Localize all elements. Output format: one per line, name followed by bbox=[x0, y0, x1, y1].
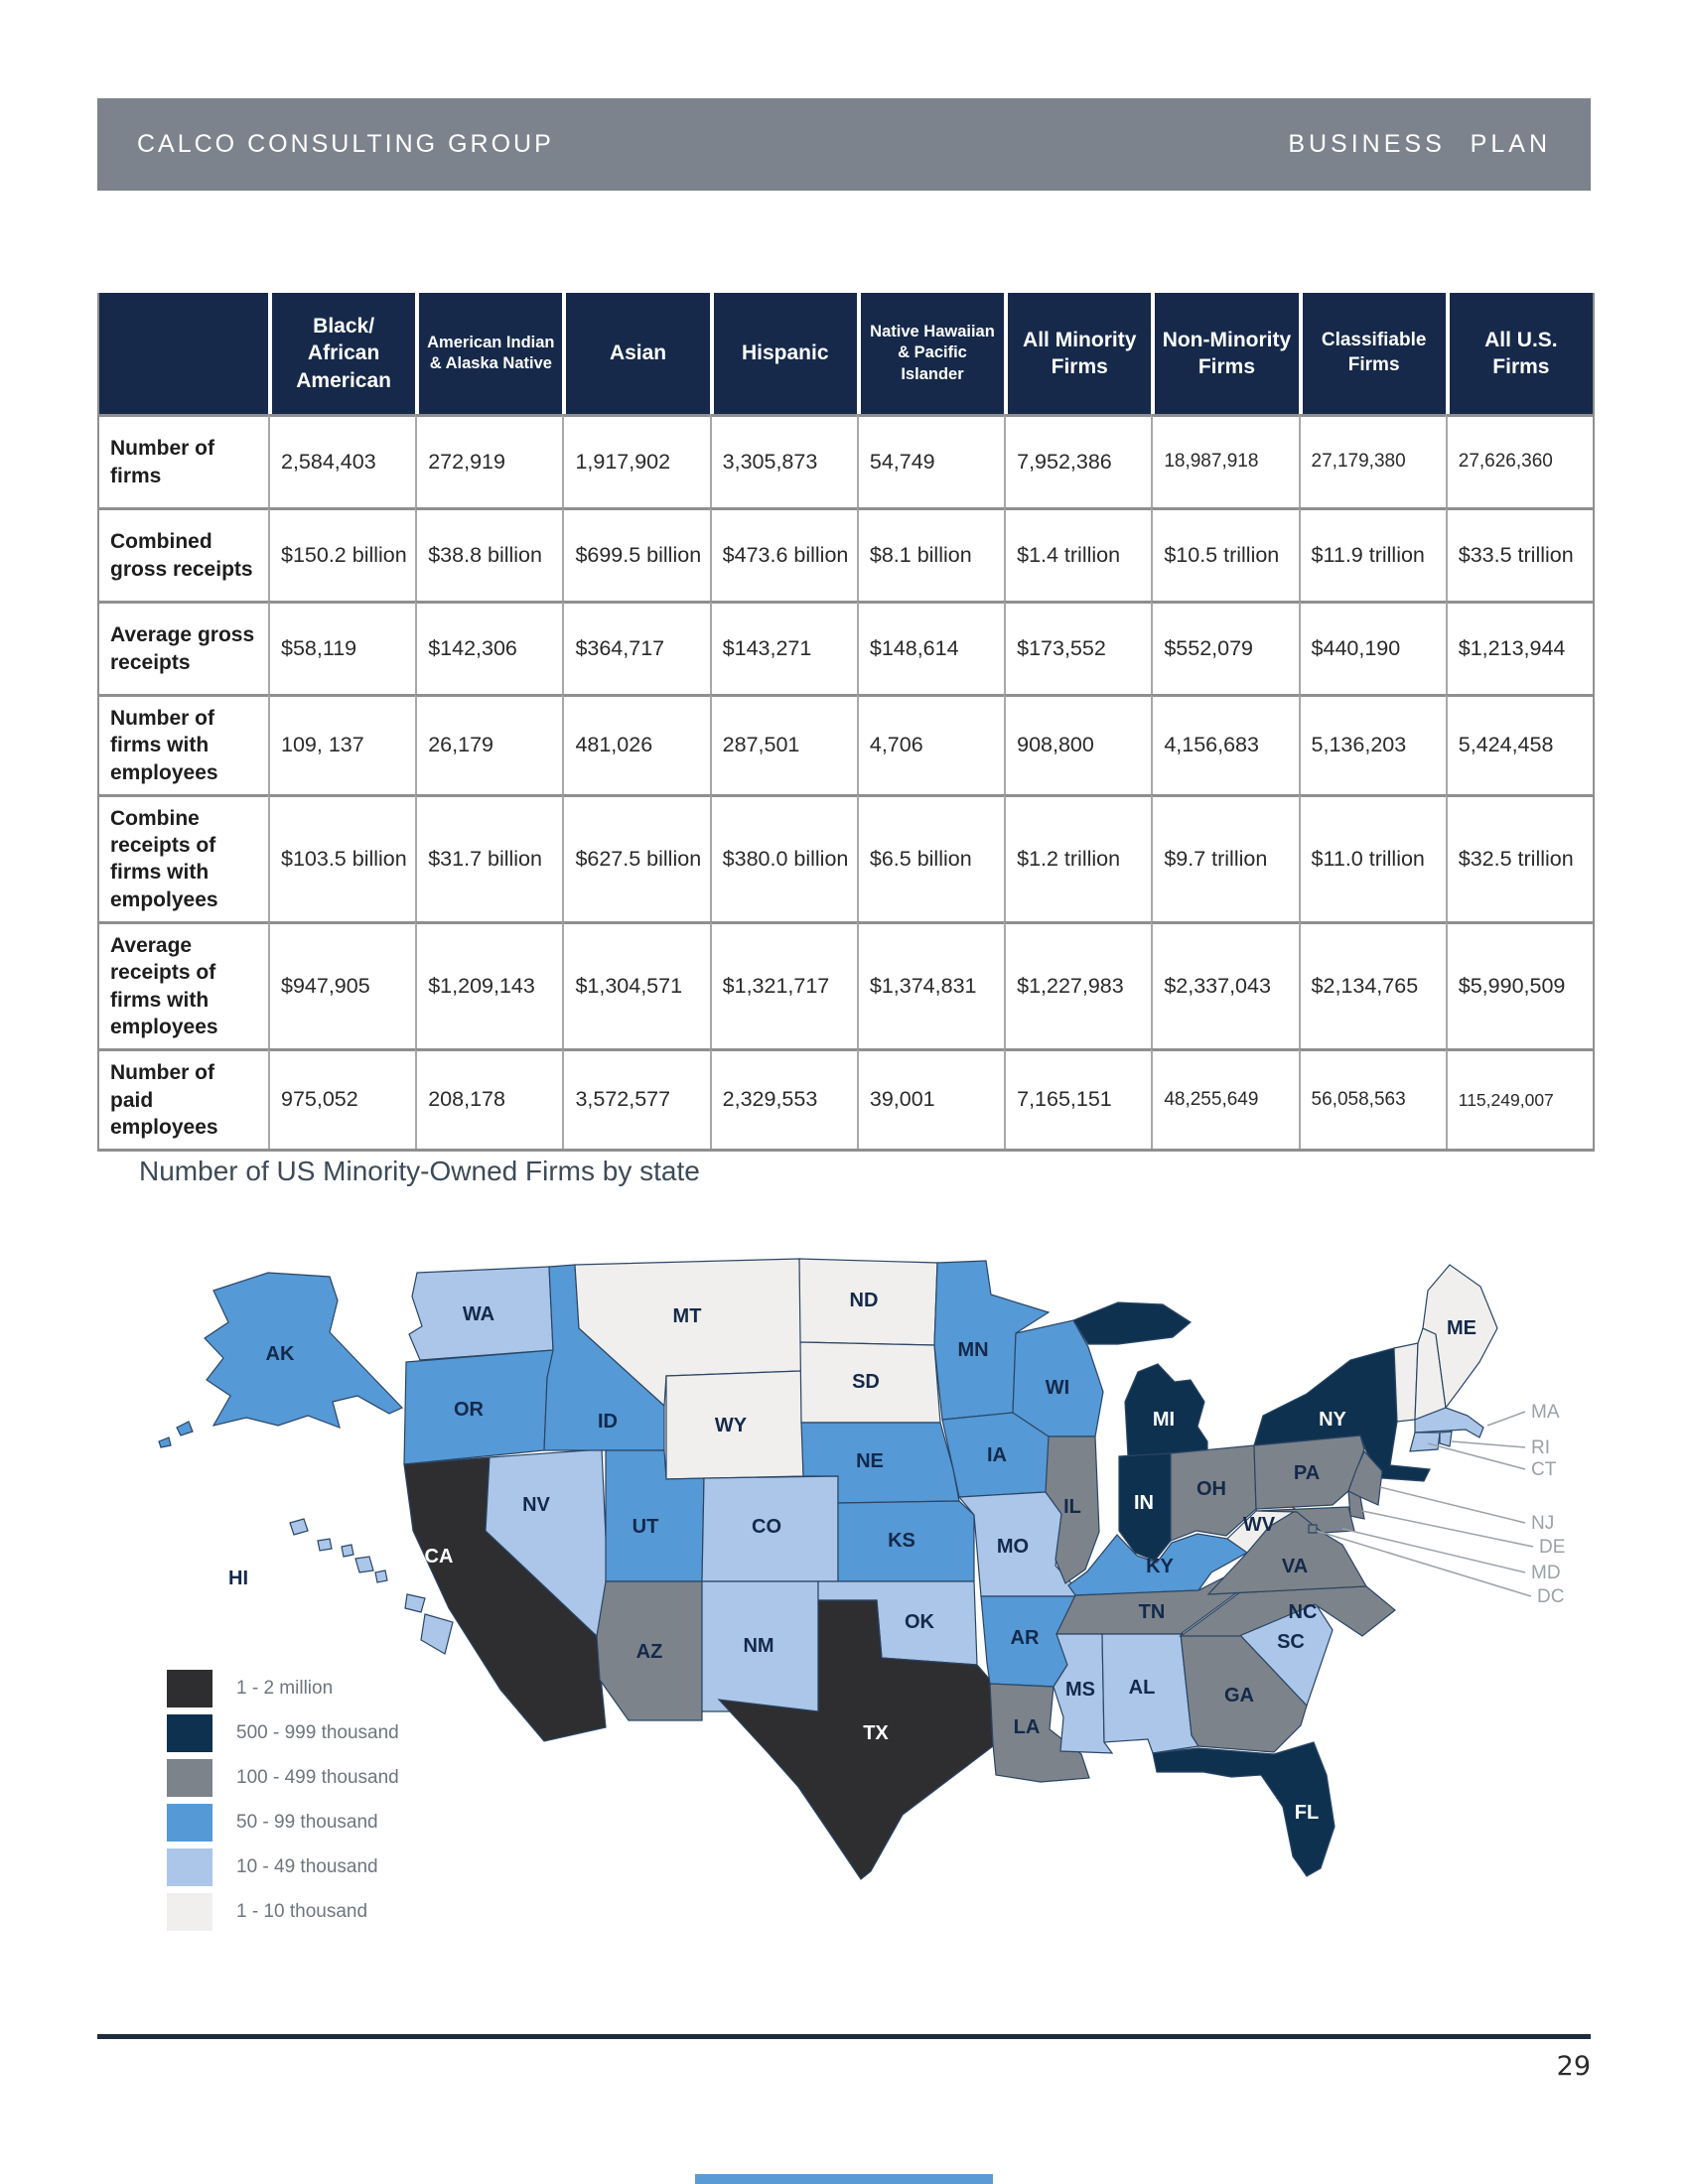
row-label: Number of firms with employees bbox=[99, 694, 268, 794]
table-cell: 4,156,683 bbox=[1151, 694, 1298, 794]
state-label-oh: OH bbox=[1196, 1478, 1226, 1500]
table-cell: $627.5 billion bbox=[562, 794, 709, 921]
state-label-mn: MN bbox=[957, 1339, 989, 1361]
state-label-ks: KS bbox=[888, 1530, 915, 1552]
state-label-ny: NY bbox=[1319, 1409, 1346, 1431]
row-label: Average receipts of firms with employees bbox=[99, 921, 268, 1048]
table-cell: 18,987,918 bbox=[1151, 414, 1298, 507]
legend-item bbox=[167, 1759, 399, 1797]
table-cell: 7,165,151 bbox=[1004, 1048, 1151, 1149]
table-cell: 272,919 bbox=[415, 414, 562, 507]
legend-swatch-100-499-thousand bbox=[167, 1759, 212, 1797]
state-label-ia: IA bbox=[987, 1444, 1007, 1466]
table-cell: $1,304,571 bbox=[562, 921, 709, 1048]
table-cell: 2,329,553 bbox=[710, 1048, 857, 1149]
callout-label-nj: NJ bbox=[1531, 1513, 1555, 1534]
column-header: American Indian & Alaska Native bbox=[415, 293, 562, 414]
state-shape-ri bbox=[1440, 1432, 1452, 1446]
document-title: BUSINESS PLAN bbox=[1288, 130, 1551, 158]
state-label-nv: NV bbox=[522, 1494, 550, 1516]
state-label-il: IL bbox=[1063, 1496, 1081, 1518]
table-cell: $1,209,143 bbox=[415, 921, 562, 1048]
callout-line-nj bbox=[1380, 1487, 1525, 1523]
table-cell: $38.8 billion bbox=[415, 507, 562, 601]
table-cell: $150.2 billion bbox=[268, 507, 415, 601]
table-cell: $33.5 trillion bbox=[1446, 507, 1593, 601]
state-label-fl: FL bbox=[1294, 1802, 1320, 1824]
table-cell: $1,321,717 bbox=[710, 921, 857, 1048]
bottom-accent-bar bbox=[695, 2174, 993, 2184]
callout-label-de: DE bbox=[1539, 1537, 1566, 1558]
table-corner-cell bbox=[99, 293, 268, 414]
legend-swatch-500-999-thousand bbox=[167, 1714, 212, 1752]
callout-line-de bbox=[1362, 1511, 1533, 1547]
state-label-ga: GA bbox=[1224, 1685, 1254, 1706]
state-label-nm: NM bbox=[743, 1635, 774, 1657]
state-label-or: OR bbox=[454, 1399, 484, 1421]
table-cell: $947,905 bbox=[268, 921, 415, 1048]
legend-swatch-1-2-million bbox=[167, 1670, 212, 1707]
table-cell: $11.0 trillion bbox=[1299, 794, 1446, 921]
table-cell: 3,305,873 bbox=[710, 414, 857, 507]
legend-swatch-50-99-thousand bbox=[167, 1804, 212, 1842]
state-label-hi: HI bbox=[228, 1568, 248, 1589]
state-label-wy: WY bbox=[714, 1415, 748, 1436]
column-header: Classifiable Firms bbox=[1299, 293, 1446, 414]
state-shape-ct bbox=[1410, 1433, 1440, 1451]
table-cell: 26,179 bbox=[415, 694, 562, 794]
table-cell: 4,706 bbox=[857, 694, 1004, 794]
state-label-sc: SC bbox=[1277, 1631, 1305, 1653]
table-cell: 115,249,007 bbox=[1446, 1048, 1593, 1149]
callout-label-dc: DC bbox=[1537, 1586, 1565, 1607]
statistics-table bbox=[97, 293, 1595, 1152]
table-cell: $1.2 trillion bbox=[1004, 794, 1151, 921]
table-cell: $148,614 bbox=[857, 601, 1004, 694]
legend-label: 100 - 499 thousand bbox=[236, 1767, 399, 1788]
state-label-co: CO bbox=[752, 1516, 781, 1538]
state-label-tn: TN bbox=[1138, 1601, 1166, 1623]
callout-line-ct bbox=[1428, 1443, 1525, 1469]
callout-label-md: MD bbox=[1531, 1563, 1561, 1583]
state-label-nc: NC bbox=[1288, 1601, 1318, 1623]
column-header: All U.S. Firms bbox=[1446, 293, 1593, 414]
table-cell: 27,179,380 bbox=[1299, 414, 1446, 507]
legend-label: 1 - 2 million bbox=[236, 1678, 334, 1699]
state-label-mi: MI bbox=[1152, 1409, 1176, 1431]
table-cell: 7,952,386 bbox=[1004, 414, 1151, 507]
callout-label-ct: CT bbox=[1531, 1459, 1557, 1480]
legend-item bbox=[167, 1714, 399, 1752]
legend-item bbox=[167, 1848, 399, 1886]
state-label-me: ME bbox=[1447, 1317, 1477, 1339]
table-cell: $2,337,043 bbox=[1151, 921, 1298, 1048]
page-number: 29 bbox=[1556, 2051, 1591, 2082]
state-shape-vt bbox=[1394, 1343, 1418, 1422]
table-cell: 481,026 bbox=[562, 694, 709, 794]
table-cell: 27,626,360 bbox=[1446, 414, 1593, 507]
row-label: Number of paid employees bbox=[99, 1048, 268, 1149]
table-cell: $5,990,509 bbox=[1446, 921, 1593, 1048]
table-cell: 1,917,902 bbox=[562, 414, 709, 507]
state-label-ak: AK bbox=[265, 1343, 295, 1365]
header-bar bbox=[97, 98, 1591, 191]
table-cell: 208,178 bbox=[415, 1048, 562, 1149]
table-cell: $58,119 bbox=[268, 601, 415, 694]
state-label-sd: SD bbox=[852, 1371, 880, 1393]
table-cell: $6.5 billion bbox=[857, 794, 1004, 921]
table-cell: $380.0 billion bbox=[710, 794, 857, 921]
legend-item bbox=[167, 1893, 399, 1931]
table-cell: 287,501 bbox=[710, 694, 857, 794]
state-label-al: AL bbox=[1128, 1677, 1156, 1699]
table-cell: $1,227,983 bbox=[1004, 921, 1151, 1048]
table-cell: 109, 137 bbox=[268, 694, 415, 794]
legend-item bbox=[167, 1670, 399, 1707]
row-label: Combined gross receipts bbox=[99, 507, 268, 601]
state-shape-dc bbox=[1309, 1525, 1317, 1533]
table-cell: $2,134,765 bbox=[1299, 921, 1446, 1048]
table-cell: $143,271 bbox=[710, 601, 857, 694]
table-cell: $10.5 trillion bbox=[1151, 507, 1298, 601]
column-header: Hispanic bbox=[710, 293, 857, 414]
legend-label: 1 - 10 thousand bbox=[236, 1901, 368, 1922]
table-cell: 39,001 bbox=[857, 1048, 1004, 1149]
table-cell: $8.1 billion bbox=[857, 507, 1004, 601]
legend-item bbox=[167, 1804, 399, 1842]
table-cell: $440,190 bbox=[1299, 601, 1446, 694]
table-cell: $364,717 bbox=[562, 601, 709, 694]
table-cell: 908,800 bbox=[1004, 694, 1151, 794]
state-label-tx: TX bbox=[863, 1722, 889, 1744]
legend-label: 10 - 49 thousand bbox=[236, 1856, 378, 1877]
table-cell: $1.4 trillion bbox=[1004, 507, 1151, 601]
state-label-ca: CA bbox=[424, 1546, 454, 1568]
map-title: Number of US Minority-Owned Firms by state bbox=[139, 1156, 700, 1186]
state-label-in: IN bbox=[1134, 1492, 1154, 1514]
table-cell: 48,255,649 bbox=[1151, 1048, 1298, 1149]
state-label-ar: AR bbox=[1010, 1627, 1040, 1649]
table-cell: $173,552 bbox=[1004, 601, 1151, 694]
map-legend bbox=[167, 1670, 399, 1938]
table-cell: $473.6 billion bbox=[710, 507, 857, 601]
company-name: CALCO CONSULTING GROUP bbox=[137, 130, 554, 158]
table-cell: $1,374,831 bbox=[857, 921, 1004, 1048]
state-label-mo: MO bbox=[996, 1536, 1030, 1558]
table-cell: $142,306 bbox=[415, 601, 562, 694]
state-label-mt: MT bbox=[672, 1305, 702, 1327]
state-label-wi: WI bbox=[1045, 1377, 1070, 1399]
column-header: Black/ African American bbox=[268, 293, 415, 414]
footer-rule bbox=[97, 2034, 1591, 2039]
table-cell: $11.9 trillion bbox=[1299, 507, 1446, 601]
legend-label: 50 - 99 thousand bbox=[236, 1812, 378, 1833]
table-cell: 5,424,458 bbox=[1446, 694, 1593, 794]
table-cell: 54,749 bbox=[857, 414, 1004, 507]
row-label: Combine receipts of firms with empolyees bbox=[99, 794, 268, 921]
state-label-ut: UT bbox=[632, 1516, 659, 1538]
table-cell: $32.5 trillion bbox=[1446, 794, 1593, 921]
column-header: Native Hawaiian & Pacific Islander bbox=[857, 293, 1004, 414]
state-label-ne: NE bbox=[856, 1450, 884, 1472]
callout-line-ma bbox=[1487, 1412, 1525, 1426]
state-label-nd: ND bbox=[849, 1290, 879, 1311]
table-cell: $103.5 billion bbox=[268, 794, 415, 921]
table-cell: $9.7 trillion bbox=[1151, 794, 1298, 921]
state-label-la: LA bbox=[1013, 1716, 1041, 1738]
legend-swatch-1-10-thousand bbox=[167, 1893, 212, 1931]
table-cell: 975,052 bbox=[268, 1048, 415, 1149]
state-label-wa: WA bbox=[462, 1303, 495, 1325]
table-cell: 3,572,577 bbox=[562, 1048, 709, 1149]
state-label-va: VA bbox=[1281, 1556, 1309, 1577]
legend-label: 500 - 999 thousand bbox=[236, 1722, 399, 1743]
callout-line-ri bbox=[1452, 1441, 1525, 1447]
callout-label-ri: RI bbox=[1531, 1437, 1550, 1458]
column-header: Asian bbox=[562, 293, 709, 414]
table-cell: 2,584,403 bbox=[268, 414, 415, 507]
table-cell: $552,079 bbox=[1151, 601, 1298, 694]
legend-swatch-10-49-thousand bbox=[167, 1848, 212, 1886]
state-label-id: ID bbox=[598, 1411, 618, 1433]
column-header: Non-Minority Firms bbox=[1151, 293, 1298, 414]
state-label-wv: WV bbox=[1242, 1514, 1276, 1536]
column-header: All Minority Firms bbox=[1004, 293, 1151, 414]
table-cell: $699.5 billion bbox=[562, 507, 709, 601]
table-cell: $31.7 billion bbox=[415, 794, 562, 921]
state-label-ok: OK bbox=[905, 1611, 934, 1633]
callout-label-ma: MA bbox=[1531, 1402, 1560, 1423]
table-cell: 5,136,203 bbox=[1299, 694, 1446, 794]
table-cell: 56,058,563 bbox=[1299, 1048, 1446, 1149]
row-label: Number of firms bbox=[99, 414, 268, 507]
table-cell: $1,213,944 bbox=[1446, 601, 1593, 694]
state-label-ky: KY bbox=[1146, 1556, 1174, 1577]
state-label-ms: MS bbox=[1065, 1679, 1095, 1701]
row-label: Average gross receipts bbox=[99, 601, 268, 694]
state-label-az: AZ bbox=[635, 1641, 663, 1663]
state-label-pa: PA bbox=[1293, 1462, 1321, 1484]
